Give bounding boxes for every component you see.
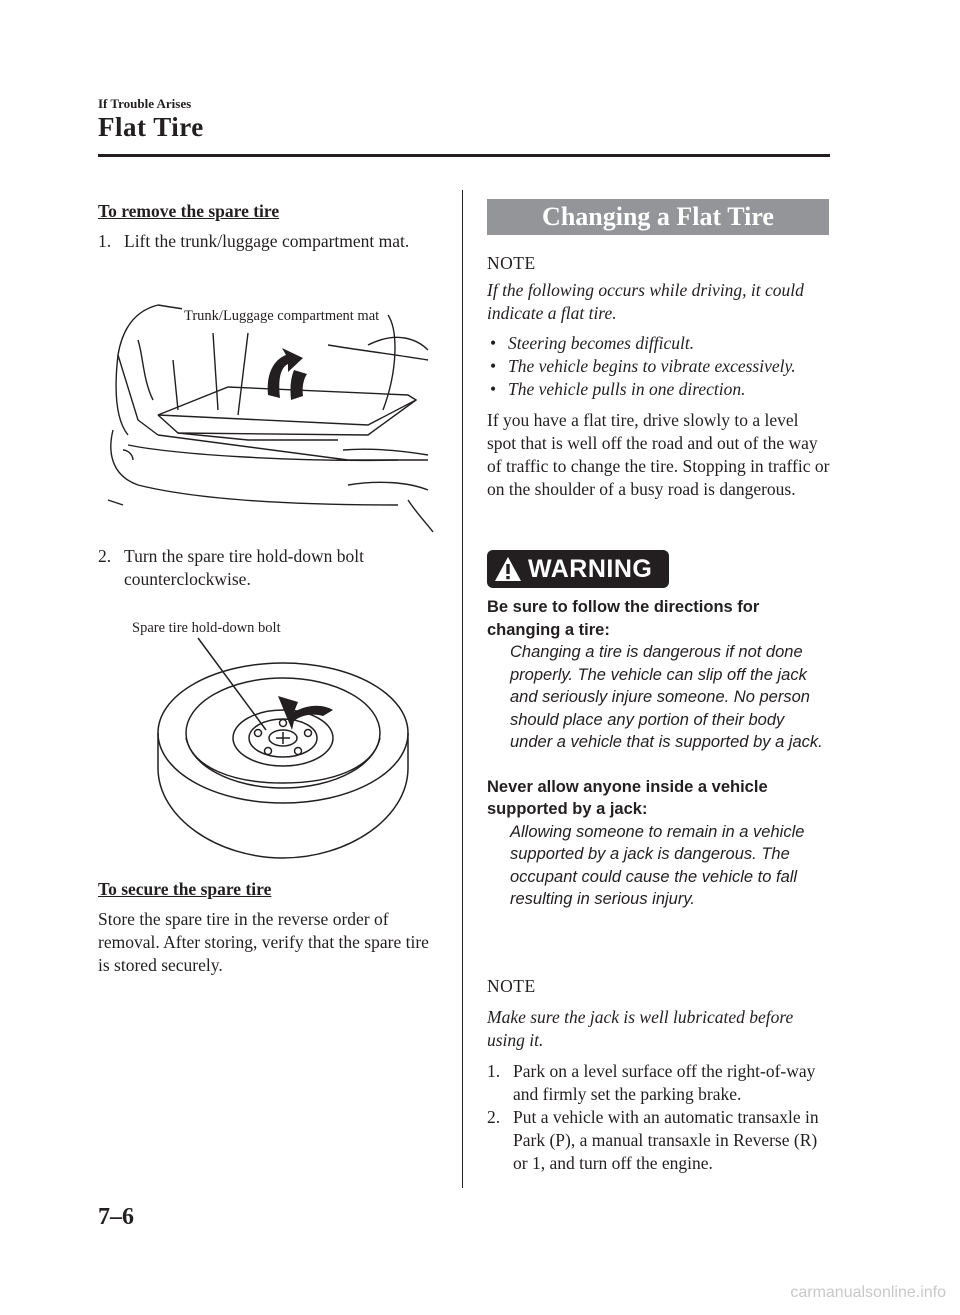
trunk-mat-label: Trunk/Luggage compartment mat: [184, 308, 380, 324]
step-text: Turn the spare tire hold-down bolt counterclockwise.: [124, 546, 364, 589]
note-label: NOTE: [487, 253, 536, 273]
warning-1-heading: Be sure to follow the directions for changing a tire:: [487, 598, 760, 639]
trunk-illustration-svg: [98, 300, 438, 535]
spare-tire-illustration: [98, 618, 438, 868]
spare-tire-svg: [98, 618, 438, 868]
bullet-item: • The vehicle pulls in one direction.: [490, 379, 746, 399]
left-step-2: [98, 545, 438, 591]
title-rule: [98, 154, 830, 157]
note-2: [487, 975, 830, 1175]
secure-heading: To secure the spare tire: [98, 879, 272, 899]
bullet-item: • The vehicle begins to vibrate excessively.: [490, 356, 796, 376]
flat-tire-paragraph: If you have a flat tire, drive slowly to a level spot that is well off the road and out of the way of traffic to change the tire. Stopping in traffic or on the shoulder of a busy road is dangerous.: [487, 410, 830, 499]
section-banner: Changing a Flat Tire: [487, 199, 829, 235]
step-number: 2.: [98, 546, 112, 566]
warning-1-text: Changing a tire is dangerous if not done properly. The vehicle can slip off the jack and seriously injure someone. No person should place any portion of their body under a vehicle that is supported by a jack.: [510, 643, 823, 751]
note-2-text: Make sure the jack is well lubricated before using it.: [487, 1007, 794, 1050]
section-label: If Trouble Arises: [98, 96, 192, 111]
warning-2-heading: Never allow anyone inside a vehicle supported by a jack:: [487, 777, 768, 818]
step-text: Put a vehicle with an automatic transaxle in Park (P), a manual transaxle in Reverse (R) or 1, and turn off the engine.: [513, 1107, 819, 1173]
note-label: NOTE: [487, 976, 536, 996]
note-1-intro: If the following occurs while driving, it could indicate a flat tire.: [487, 280, 804, 323]
warning-content: [487, 596, 830, 911]
footer-watermark[interactable]: carmanualsonline.info: [790, 1284, 946, 1301]
right-step-2: [487, 1106, 830, 1175]
step-number: 1.: [487, 1061, 501, 1081]
right-step-1: [487, 1060, 830, 1106]
step-number: 2.: [487, 1107, 501, 1127]
left-step-1: [98, 230, 438, 253]
note-1: [487, 252, 830, 501]
step-number: 1.: [98, 231, 112, 251]
warning-2-text: Allowing someone to remain in a vehicle supported by a jack is dangerous. The occupant could cause the vehicle to fall resulting in serious injury.: [510, 822, 805, 908]
remove-heading: To remove the spare tire: [98, 201, 280, 221]
bullet-item: • Steering becomes difficult.: [490, 333, 695, 353]
step-text: Lift the trunk/luggage compartment mat.: [124, 231, 410, 251]
warning-label: WARNING: [528, 555, 653, 583]
remove-section: [98, 200, 438, 253]
hold-down-bolt-label: Spare tire hold-down bolt: [132, 620, 281, 636]
step-text: Park on a level surface off the right-of-way and firmly set the parking brake.: [513, 1061, 816, 1104]
warning-triangle-icon: [494, 556, 522, 582]
left-step-2-block: [98, 545, 438, 591]
warning-badge: [487, 550, 669, 588]
page-number: 7–6: [98, 1204, 134, 1230]
secure-text: Store the spare tire in the reverse order of removal. After storing, verify that the spare tire is stored securely.: [98, 909, 429, 975]
secure-section: [98, 878, 438, 977]
trunk-mat-illustration: [98, 300, 438, 535]
page-title: Flat Tire: [98, 112, 204, 142]
note-1-bullets: [487, 332, 830, 401]
column-divider: [462, 190, 463, 1188]
